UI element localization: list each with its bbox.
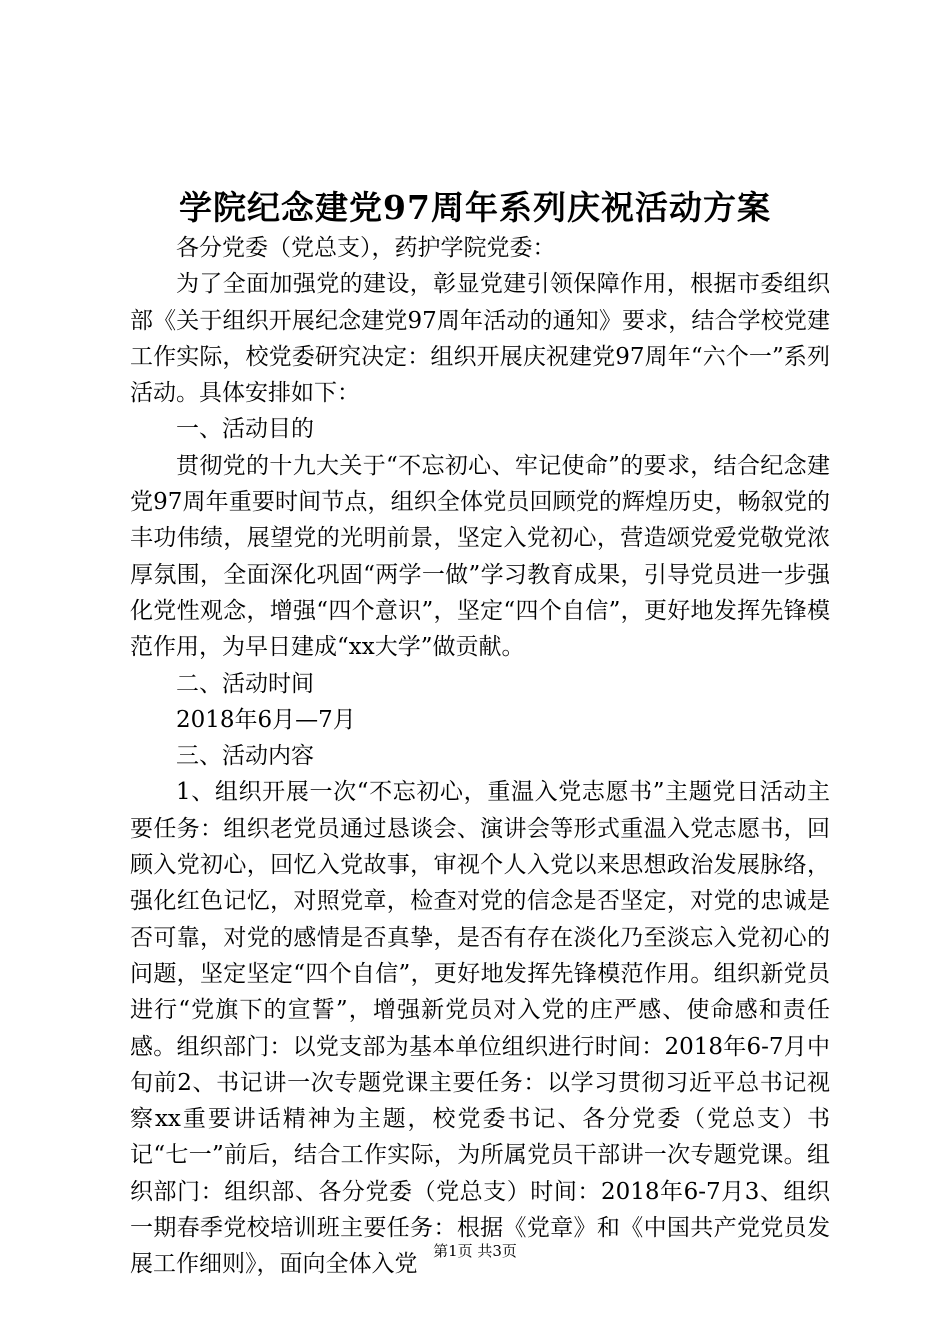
document-body xyxy=(130,230,830,1283)
page-footer: 第1页 共3页 xyxy=(433,1242,517,1260)
section-heading-time: 二、活动时间 xyxy=(176,670,314,697)
time-paragraph: 2018年6月—7月 xyxy=(176,706,356,733)
section-heading-content: 三、活动内容 xyxy=(176,743,314,770)
salutation: 各分党委（党总支），药护学院党委： xyxy=(176,235,556,261)
content-paragraph: 1、组织开展一次“不忘初心，重温入党志愿书”主题党日活动主要任务：组织老党员通过恳谈会、演讲会等形式重温入党志愿书，回顾入党初心，回忆入党故事，审视个人入党以来思想政治发展脉络，强化红色记忆，对照党章，检查对党的信念是否坚定，对党的忠诚是否可靠，对党的感情是否真挚，是否有存在淡化乃至淡忘入党初心的问题，坚定坚定“四个自信”，更好地发挥先锋模范作用。组织新党员进行“党旗下的宣誓”，增强新党员对入党的庄严感、使命感和责任感。组织部门：以党支部为基本单位组织进行时间：2018年6-7月中旬前2、书记讲一次专题党课主要任务：以学习贯彻习近平总书记视察xx重要讲话精神为主题，校党委书记、各分党委（党总支）书记“七一”前后，结合工作实际，为所属党员干部讲一次专题党课。组织部门：组织部、各分党委（党总支）时间：2018年6-7月3、组织一期春季党校培训班主要任务：根据《党章》和《中国共产党党员发展工作细则》，面向全体入党 xyxy=(130,779,830,1278)
section-heading-purpose: 一、活动目的 xyxy=(176,416,314,443)
purpose-paragraph: 贯彻党的十九大关于“不忘初心、牢记使命”的要求，结合纪念建党97周年重要时间节点，组织全体党员回顾党的辉煌历史，畅叙党的丰功伟绩，展望党的光明前景，坚定入党初心，营造颂党爱党敬党浓厚氛围，全面深化巩固“两学一做”学习教育成果，引导党员进一步强化党性观念，增强“四个意识”，坚定“四个自信”，更好地发挥先锋模范作用，为早日建成“xx大学”做贡献。 xyxy=(130,452,830,661)
document-title: 学院纪念建党97周年系列庆祝活动方案 xyxy=(179,188,771,227)
intro-paragraph: 为了全面加强党的建设，彰显党建引领保障作用，根据市委组织部《关于组织开展纪念建党97周年活动的通知》要求，结合学校党建工作实际，校党委研究决定：组织开展庆祝建党97周年“六个一”系列活动。具体安排如下： xyxy=(130,271,830,407)
